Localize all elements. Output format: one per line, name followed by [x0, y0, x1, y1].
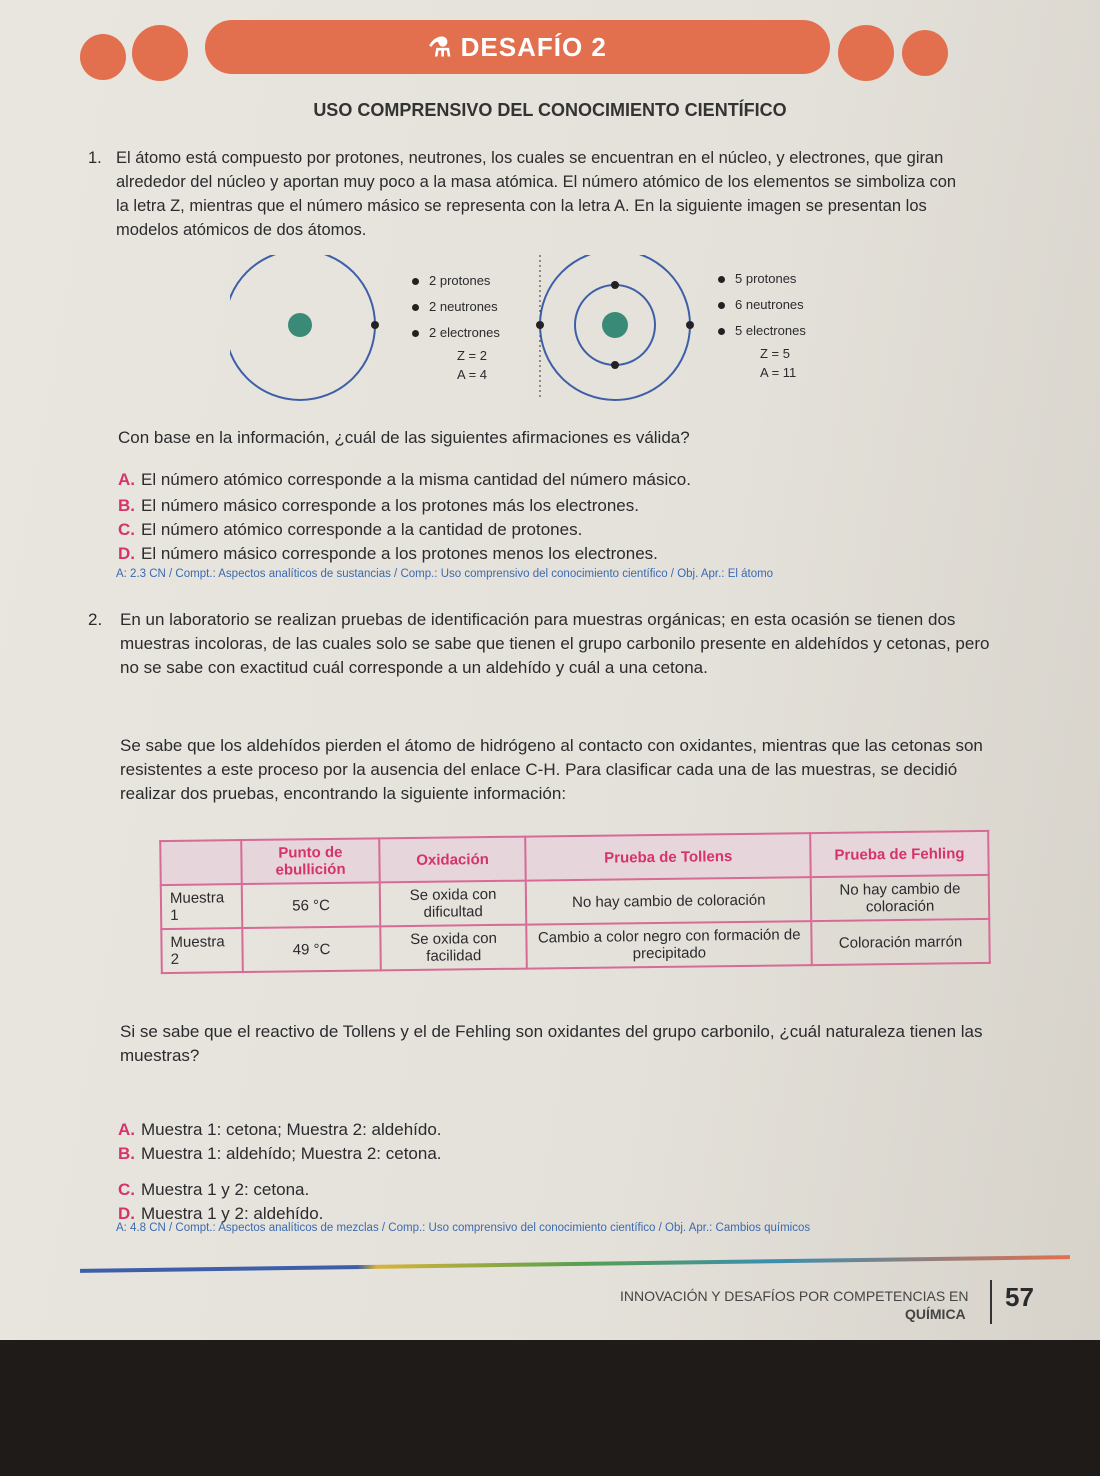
- q1-number: 1.: [88, 149, 102, 167]
- challenge-title: DESAFÍO 2: [460, 32, 607, 62]
- q2-option-b[interactable]: B. Muestra 1: aldehído; Muestra 2: cetona.: [118, 1144, 442, 1163]
- decor-dot: [838, 25, 894, 81]
- section-subtitle: USO COMPRENSIVO DEL CONOCIMIENTO CIENTÍFICO: [313, 100, 787, 120]
- q1-text: El átomo está compuesto por protones, neutrones, los cuales se encuentran en el núcleo, y electrones, que giran alrededor del núcleo y aportan muy poco a la masa atómica. El número atómico de los elementos se simboliza con la letra Z, mientras que el número másico se representa con la letra A. En la siguiente imagen se presentan los modelos atómicos de dos átomos.: [116, 149, 957, 239]
- q2-paragraph-1: En un laboratorio se realizan pruebas de identificación para muestras orgánicas; en esta ocasión se tienen dos muestras incoloras, de las cuales solo se sabe que tienen el grupo carbonilo presente en aldehídos y cetonas, pero no se sabe con exactitud cuál corresponde a un aldehído y cuál a una cetona.: [120, 610, 990, 677]
- decor-dot: [132, 25, 188, 81]
- footer-separator: [990, 1280, 992, 1324]
- q2-question: Si se sabe que el reactivo de Tollens y el de Fehling son oxidantes del grupo carbonilo, ¿cuál naturaleza tienen las muestras?: [120, 1022, 983, 1065]
- q1-option-d[interactable]: D. El número másico corresponde a los protones menos los electrones.: [118, 544, 658, 563]
- footer-divider: [80, 1255, 1070, 1273]
- q1-question: Con base en la información, ¿cuál de las siguientes afirmaciones es válida?: [118, 428, 690, 447]
- q2-option-d[interactable]: D. Muestra 1 y 2: aldehído.: [118, 1204, 324, 1223]
- q2-option-a[interactable]: A. Muestra 1: cetona; Muestra 2: aldehído.: [118, 1120, 442, 1139]
- q2-reference: A: 4.8 CN / Compt.: Aspectos analíticos de mezclas / Comp.: Uso comprensivo del conocimiento científico / Obj. Apr.: Cambios químicos: [116, 1222, 811, 1234]
- q2-number: 2.: [88, 610, 103, 629]
- q1-option-b[interactable]: B. El número másico corresponde a los protones más los electrones.: [118, 496, 639, 515]
- atom2-legend: 5 protones 6 neutrones 5 electrones Z = 5 A = 11: [718, 266, 806, 382]
- challenge-banner: [205, 20, 830, 74]
- footer-book-title: INNOVACIÓN Y DESAFÍOS POR COMPETENCIAS EN: [620, 1288, 969, 1304]
- q1-option-c[interactable]: C. El número atómico corresponde a la cantidad de protones.: [118, 520, 583, 539]
- table-row: Muestra 1 56 °C Se oxida con dificultad No hay cambio de coloración No hay cambio de coloración: [161, 875, 989, 929]
- background-surface: [0, 1340, 1100, 1476]
- flask-icon: ⚗: [428, 32, 461, 62]
- page-number: 57: [1005, 1282, 1034, 1312]
- q2-option-c[interactable]: C. Muestra 1 y 2: cetona.: [118, 1180, 310, 1199]
- q2-paragraph-2: Se sabe que los aldehídos pierden el átomo de hidrógeno al contacto con oxidantes, mientras que las cetonas son resistentes a este proceso por la ausencia del enlace C-H. Para clasificar cada una de las muestras, se decidió realizar dos pruebas, encontrando la siguiente información:: [120, 736, 983, 803]
- decor-dot: [80, 34, 126, 80]
- decor-dot: [902, 30, 948, 76]
- table-row: Muestra 2 49 °C Se oxida con facilidad Cambio a color negro con formación de precipitado Coloración marrón: [161, 919, 989, 973]
- q1-option-a[interactable]: A. El número atómico corresponde a la misma cantidad del número másico.: [118, 470, 691, 489]
- atom1-legend: 2 protones 2 neutrones 2 electrones Z = 2 A = 4: [412, 268, 500, 384]
- q1-reference: A: 2.3 CN / Compt.: Aspectos analíticos de sustancias / Comp.: Uso comprensivo del conocimiento científico / Obj. Apr.: El átomo: [116, 568, 774, 580]
- footer-subject: QUÍMICA: [905, 1306, 966, 1322]
- samples-table: Punto de ebullición Oxidación Prueba de Tollens Prueba de Fehling Muestra 1 56 °C Se oxida con dificultad No hay cambio de coloración No hay cambio de coloración Muestra 2 49 °C Se oxida con facilidad Cambio a color negro con formación de precipitado Coloración marrón: [159, 830, 991, 974]
